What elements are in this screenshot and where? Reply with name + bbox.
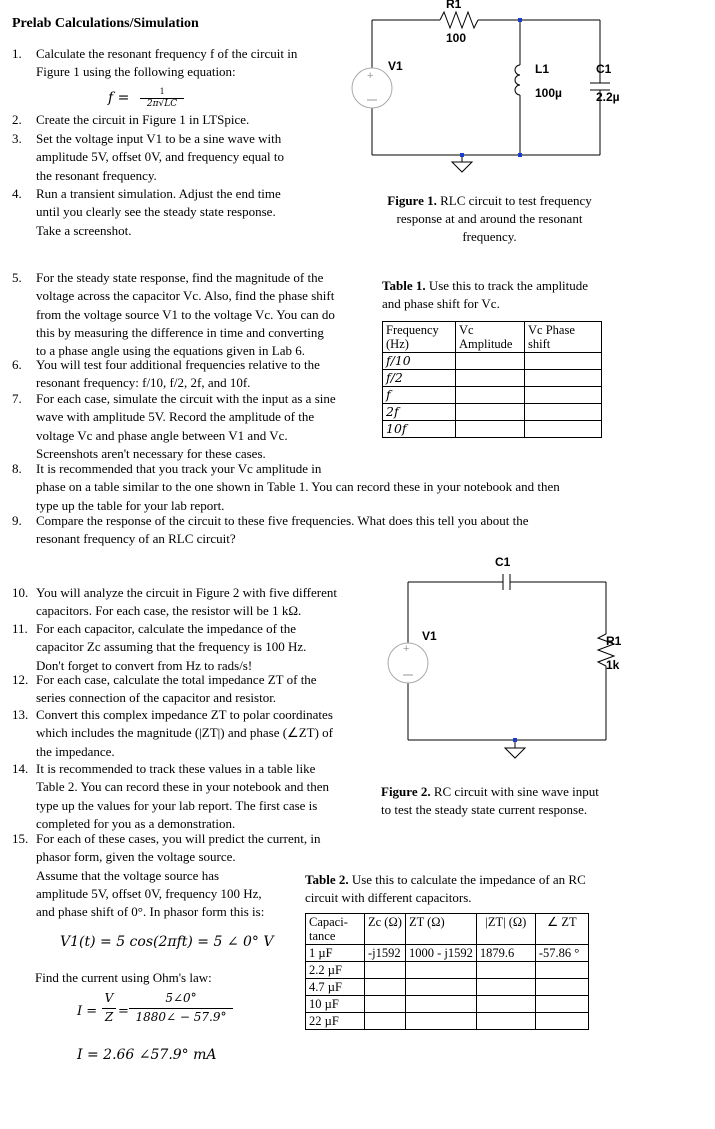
item-text: completed for you as a demonstration. xyxy=(36,815,236,831)
item-text: which includes the magnitude (|ZT|) and phase (∠ZT) of xyxy=(36,725,333,741)
table-cell: 22 µF xyxy=(306,1013,365,1030)
item-number: 1. xyxy=(12,46,22,61)
table1-caption xyxy=(382,277,622,313)
item-text: type up the values for your lab report. The first case is xyxy=(36,797,318,813)
table-cell: 1000 - j1592 xyxy=(405,945,476,962)
caption-label: Table 1. xyxy=(382,278,426,293)
c1-value: 2.2µ xyxy=(596,90,620,104)
item-text: amplitude 5V, offset 0V, and frequency equal to xyxy=(36,149,285,165)
item-text: resonant frequency: f/10, f/2, 2f, and 10f. xyxy=(36,375,251,391)
table-row xyxy=(383,421,602,438)
equation-numerator: V xyxy=(104,991,114,1005)
item-text: and phase shift of 0°. In phasor form this is: xyxy=(36,904,265,920)
table-row xyxy=(383,387,602,404)
equation-numerator: 5∠0° xyxy=(165,991,197,1005)
l1-value: 100µ xyxy=(535,86,562,100)
current-result: I = 2.66 ∠57.9° mA xyxy=(77,1047,217,1063)
item-number: 12. xyxy=(12,672,29,687)
item-text: Figure 1 using the following equation: xyxy=(36,64,236,80)
table-cell: 2.2 µF xyxy=(306,962,365,979)
table-cell: 10f xyxy=(383,421,456,438)
table-row xyxy=(306,945,589,962)
table1 xyxy=(382,321,602,438)
equation-equals: = xyxy=(118,1004,129,1019)
table-row xyxy=(306,962,589,979)
c1-label: C1 xyxy=(596,62,612,76)
v1-label: V1 xyxy=(422,629,437,643)
item-text: Convert this complex impedance ZT to polar coordinates xyxy=(36,707,333,722)
item-text: For each capacitor, calculate the impedance of the xyxy=(36,621,297,636)
caption-text: response at and around the resonant xyxy=(396,211,583,226)
item-text: wave with amplitude 5V. Record the amplitude of the xyxy=(36,409,315,425)
item-number: 14. xyxy=(12,761,29,776)
table-cell: 2f xyxy=(383,404,456,421)
table-cell: f xyxy=(383,387,456,404)
table-cell: 1879.6 xyxy=(476,945,535,962)
item-text: Compare the response of the circuit to these five frequencies. What does this tell you about the xyxy=(36,513,529,528)
item-text: Table 2. You can record these in your notebook and then xyxy=(36,779,329,795)
item-text: You will analyze the circuit in Figure 2 with five different xyxy=(36,585,337,600)
caption-text: frequency. xyxy=(462,229,517,244)
table-header: Vc Phase shift xyxy=(525,322,602,353)
table-cell: -j1592 xyxy=(365,945,406,962)
equation-lhs: I = xyxy=(77,1004,98,1019)
table-cell: 10 µF xyxy=(306,996,365,1013)
figure2-caption xyxy=(381,783,651,819)
phasor-equation: V1(t) = 5 cos(2πft) = 5 ∠ 0° V xyxy=(60,934,274,950)
figure2-rc-circuit xyxy=(380,548,660,773)
caption-label: Table 2. xyxy=(305,872,349,887)
caption-text: Use this to track the amplitude xyxy=(428,278,589,293)
table-header-row xyxy=(383,322,602,353)
item-number: 3. xyxy=(12,131,22,146)
item-text: this by measuring the difference in time and converting xyxy=(36,324,324,340)
table-header: |ZT| (Ω) xyxy=(476,914,535,945)
table-cell: f/2 xyxy=(383,370,456,387)
item-text: It is recommended to track these values in a table like xyxy=(36,761,316,776)
ohm-law-text: Find the current using Ohm's law: xyxy=(35,970,212,985)
ohm-law-equation xyxy=(75,990,275,1034)
plus-icon: + xyxy=(367,70,374,82)
item-text: It is recommended that you track your Vc amplitude in xyxy=(36,461,322,476)
item-text: Take a screenshot. xyxy=(36,222,132,238)
caption-text: Use this to calculate the impedance of an RC xyxy=(351,872,586,887)
item-text: Calculate the resonant frequency f of the circuit in xyxy=(36,46,298,61)
item-number: 8. xyxy=(12,461,22,476)
table-cell: 4.7 µF xyxy=(306,979,365,996)
table-header: Zc (Ω) xyxy=(365,914,406,945)
figure1-rlc-circuit xyxy=(350,0,640,180)
item-text: from the voltage source V1 to the voltage Vc. You can do xyxy=(36,306,335,322)
equation-denominator: 1880∠ − 57.9° xyxy=(135,1010,227,1024)
equation-denominator: Z xyxy=(104,1010,114,1024)
table-cell: f/10 xyxy=(383,353,456,370)
caption-text: circuit with different capacitors. xyxy=(305,890,472,905)
r1-label: R1 xyxy=(446,0,462,11)
table-row xyxy=(383,353,602,370)
item-text: You will test four additional frequencies relative to the xyxy=(36,357,320,372)
table-header: Frequency (Hz) xyxy=(383,322,456,353)
caption-label: Figure 1. xyxy=(387,193,437,208)
equation-lhs: f = xyxy=(108,90,130,106)
item-text: voltage Vc and phase angle between V1 and Vc. xyxy=(36,427,288,443)
item-text: For each of these cases, you will predict the current, in xyxy=(36,831,321,846)
figure1-caption xyxy=(362,192,617,246)
section-heading: Prelab Calculations/Simulation xyxy=(12,16,199,31)
r1-label: R1 xyxy=(606,634,622,648)
item-text: Screenshots aren't necessary for these cases. xyxy=(36,445,266,461)
equation-numerator: 1 xyxy=(159,86,165,96)
item-number: 4. xyxy=(12,186,22,201)
item-text: the impedance. xyxy=(36,743,115,759)
item-text: voltage across the capacitor Vc. Also, find the phase shift xyxy=(36,288,335,304)
plus-icon: + xyxy=(403,643,410,655)
table2-caption xyxy=(305,871,625,907)
item-number: 11. xyxy=(12,621,28,636)
item-text: For each case, simulate the circuit with the input as a sine xyxy=(36,391,336,406)
table-cell: 1 µF xyxy=(306,945,365,962)
table-header: Vc Amplitude xyxy=(456,322,525,353)
table-row xyxy=(306,996,589,1013)
c1-label: C1 xyxy=(495,555,511,569)
caption-text: RLC circuit to test frequency xyxy=(440,193,592,208)
item-text: the resonant frequency. xyxy=(36,167,157,183)
item-number: 7. xyxy=(12,391,22,406)
table-header: ∠ ZT xyxy=(535,914,588,945)
item-text: phasor form, given the voltage source. xyxy=(36,849,236,865)
item-text: For the steady state response, find the magnitude of the xyxy=(36,270,324,285)
r1-value: 1k xyxy=(606,658,620,672)
item-number: 15. xyxy=(12,831,29,846)
item-text: phase on a table similar to the one shown in Table 1. You can record these in your notebook and then xyxy=(36,479,560,495)
item-text: Set the voltage input V1 to be a sine wave with xyxy=(36,131,282,146)
item-text: capacitor Zc assuming that the frequency is 100 Hz. xyxy=(36,639,307,655)
item-text: Run a transient simulation. Adjust the end time xyxy=(36,186,281,201)
table-row xyxy=(306,1013,589,1030)
item-text: Assume that the voltage source has xyxy=(36,867,220,883)
r1-value: 100 xyxy=(446,31,467,45)
item-number: 2. xyxy=(12,112,22,127)
item-number: 10. xyxy=(12,585,29,600)
item-text: resonant frequency of an RLC circuit? xyxy=(36,531,236,547)
item-text: to a phase angle using the equations given in Lab 6. xyxy=(36,343,305,359)
item-number: 6. xyxy=(12,357,22,372)
item-text: type up the table for your lab report. xyxy=(36,497,225,513)
table2 xyxy=(305,913,589,1030)
caption-text: to test the steady state current response. xyxy=(381,802,588,817)
item-text: until you clearly see the steady state response. xyxy=(36,204,276,220)
caption-text: RC circuit with sine wave input xyxy=(433,784,599,799)
table-row xyxy=(383,404,602,421)
caption-label: Figure 2. xyxy=(381,784,431,799)
item-text: series connection of the capacitor and resistor. xyxy=(36,690,277,706)
table-row xyxy=(383,370,602,387)
item-text: Don't forget to convert from Hz to rads/s! xyxy=(36,657,253,673)
v1-label: V1 xyxy=(388,59,403,73)
l1-label: L1 xyxy=(535,62,550,76)
table-header: Capaci-tance xyxy=(306,914,365,945)
item-number: 5. xyxy=(12,270,22,285)
item-text: capacitors. For each case, the resistor will be 1 kΩ. xyxy=(36,603,302,619)
table-row xyxy=(306,979,589,996)
item-text: amplitude 5V, offset 0V, frequency 100 Hz, xyxy=(36,885,262,901)
table-header: ZT (Ω) xyxy=(405,914,476,945)
item-number: 13. xyxy=(12,707,29,722)
item-number: 9. xyxy=(12,513,22,528)
table-header-row xyxy=(306,914,589,945)
item-text: For each case, calculate the total impedance ZT of the xyxy=(36,672,317,687)
equation-denominator: 2π√LC xyxy=(146,99,178,109)
caption-text: and phase shift for Vc. xyxy=(382,296,500,311)
item-text: Create the circuit in Figure 1 in LTSpice. xyxy=(36,112,250,127)
table-cell: -57.86 ° xyxy=(535,945,588,962)
